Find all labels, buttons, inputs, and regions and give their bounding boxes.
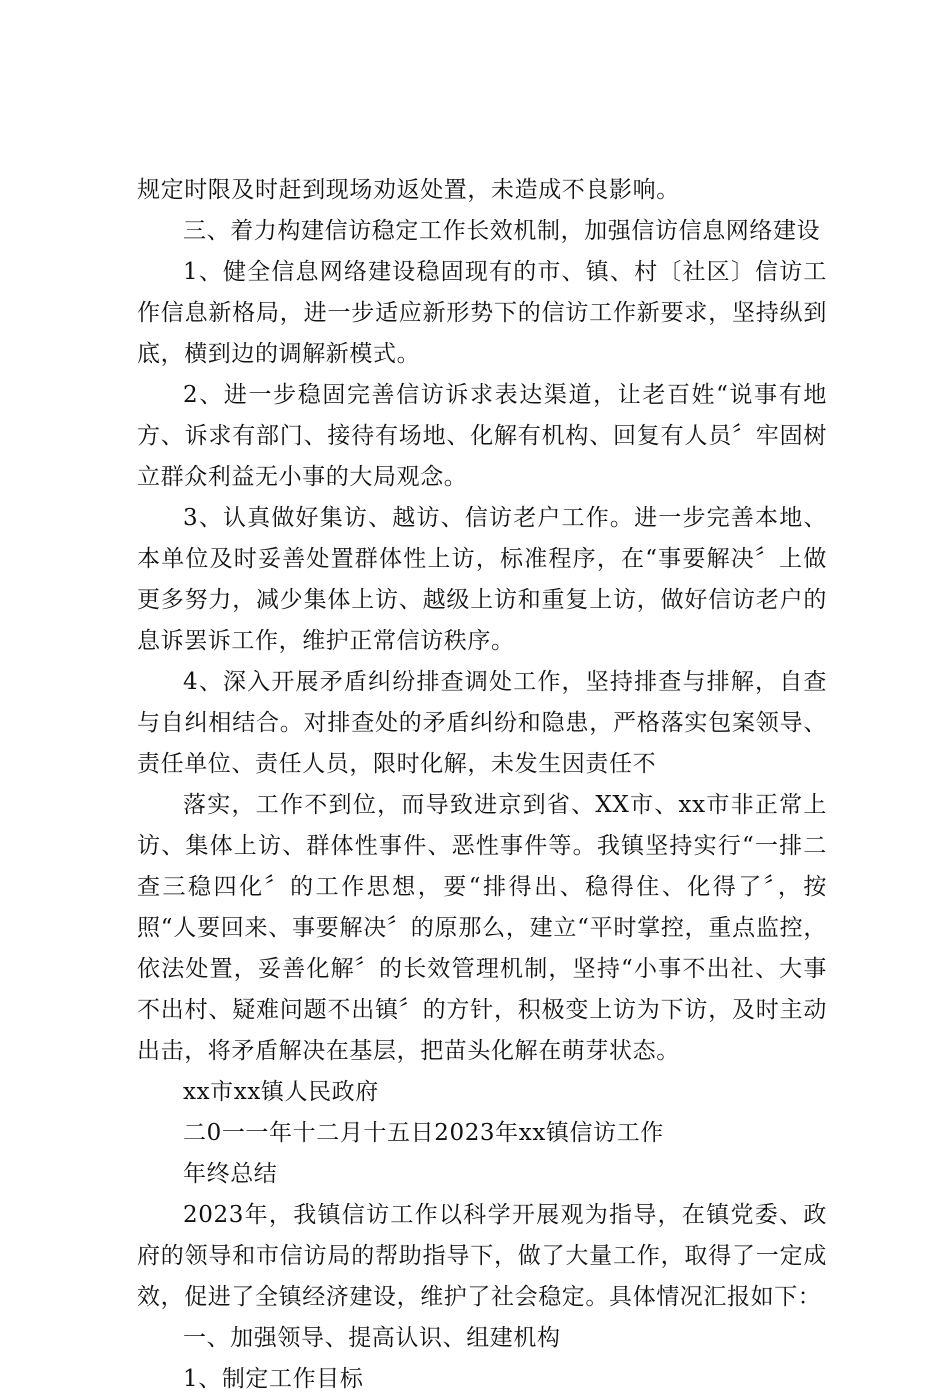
paragraph: 落实，工作不到位，而导致进京到省、XX市、xx市非正常上访、集体上访、群体性事件、恶性事件等。我镇坚持实行“一排二查三稳四化〞的工作思想，要“排得出、稳得住、化得了〞，按照“人要回来、事要解决〞的原那么，建立“平时掌控，重点监控，依法处置，妥善化解〞的长效管理机制，坚持“小事不出社、大事不出村、疑难问题不出镇〞的方针，积极变上访为下访，及时主动出击，将矛盾解决在基层，把苗头化解在萌芽状态。: [137, 792, 827, 1064]
document-page: [137, 170, 827, 1400]
signature-org: xx市xx镇人民政府: [183, 1079, 379, 1105]
document-title: 年终总结: [183, 1161, 278, 1187]
section-heading: 一、加强领导、提高认识、组建机构: [183, 1325, 561, 1351]
paragraph: 2023年，我镇信访工作以科学开展观为指导，在镇党委、政府的领导和市信访局的帮助指导下，做了大量工作，取得了一定成效，促进了全镇经济建设，维护了社会稳定。具体情况汇报如下：: [137, 1202, 827, 1310]
paragraph: 1、健全信息网络建设稳固现有的市、镇、村〔社区〕信访工作信息新格局，进一步适应新形势下的信访工作新要求，坚持纵到底，横到边的调解新模式。: [137, 259, 827, 367]
section-heading: 三、着力构建信访稳定工作长效机制，加强信访信息网络建设: [183, 218, 821, 244]
paragraph: 2、进一步稳固完善信访诉求表达渠道，让老百姓“说事有地方、诉求有部门、接待有场地、化解有机构、回复有人员〞牢固树立群众利益无小事的大局观念。: [137, 382, 827, 490]
sub-heading: 1、制定工作目标: [183, 1366, 364, 1392]
paragraph: 规定时限及时赶到现场劝返处置，未造成不良影响。: [137, 177, 680, 203]
date-and-title: 二0一一年十二月十五日2023年xx镇信访工作: [183, 1120, 664, 1146]
paragraph: 3、认真做好集访、越访、信访老户工作。进一步完善本地、本单位及时妥善处置群体性上访，标准程序，在“事要解决〞上做更多努力，减少集体上访、越级上访和重复上访，做好信访老户的息诉罢诉工作，维护正常信访秩序。: [137, 505, 827, 654]
paragraph: 4、深入开展矛盾纠纷排查调处工作，坚持排查与排解，自查与自纠相结合。对排查处的矛盾纠纷和隐患，严格落实包案领导、责任单位、责任人员，限时化解，未发生因责任不: [137, 669, 827, 777]
